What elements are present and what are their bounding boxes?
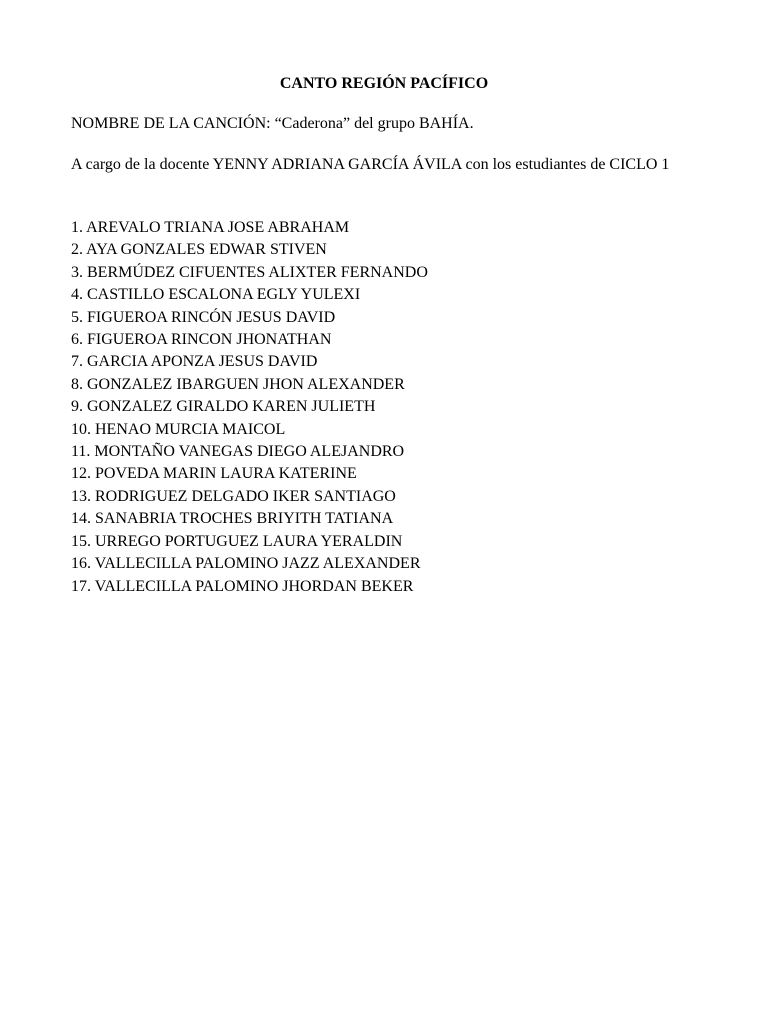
song-name-line: NOMBRE DE LA CANCIÓN: “Caderona” del grupo BAHÍA. (71, 115, 474, 132)
list-item: 2. AYA GONZALES EDWAR STIVEN (71, 241, 327, 259)
student-list (71, 217, 691, 598)
document-title: CANTO REGIÓN PACÍFICO (279, 75, 489, 92)
list-item: 15. URREGO PORTUGUEZ LAURA YERALDIN (71, 532, 403, 550)
list-item: 5. FIGUEROA RINCÓN JESUS DAVID (71, 308, 336, 326)
list-item: 3. BERMÚDEZ CIFUENTES ALIXTER FERNANDO (71, 263, 428, 281)
list-item: 8. GONZALEZ IBARGUEN JHON ALEXANDER (71, 375, 405, 393)
list-item: 6. FIGUEROA RINCON JHONATHAN (71, 331, 332, 349)
list-item: 9. GONZALEZ GIRALDO KAREN JULIETH (71, 398, 376, 416)
document-page (71, 74, 691, 598)
list-item: 10. HENAO MURCIA MAICOL (71, 420, 286, 438)
list-item: 13. RODRIGUEZ DELGADO IKER SANTIAGO (71, 487, 396, 505)
list-item: 16. VALLECILLA PALOMINO JAZZ ALEXANDER (71, 555, 421, 573)
list-item: 14. SANABRIA TROCHES BRIYITH TATIANA (71, 510, 394, 528)
list-item: 1. AREVALO TRIANA JOSE ABRAHAM (71, 219, 350, 236)
list-item: 7. GARCIA APONZA JESUS DAVID (71, 353, 318, 371)
list-item: 11. MONTAÑO VANEGAS DIEGO ALEJANDRO (71, 443, 405, 461)
teacher-line: A cargo de la docente YENNY ADRIANA GARCÍA ÁVILA con los estudiantes de CICLO 1 (71, 156, 670, 173)
list-item: 17. VALLECILLA PALOMINO JHORDAN BEKER (71, 577, 414, 595)
list-item: 12. POVEDA MARIN LAURA KATERINE (71, 465, 357, 483)
list-item: 4. CASTILLO ESCALONA EGLY YULEXI (71, 286, 361, 304)
